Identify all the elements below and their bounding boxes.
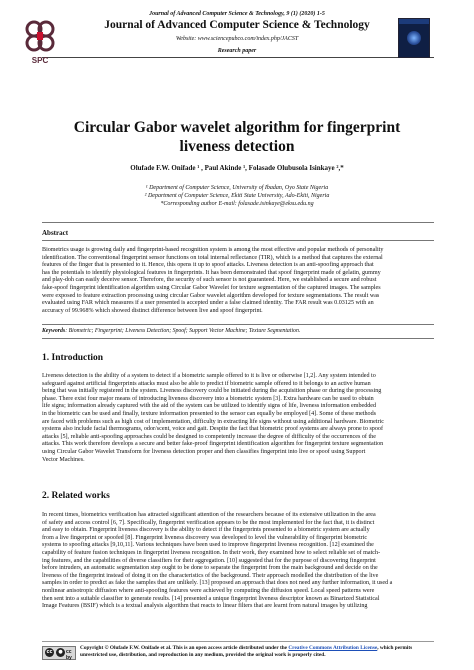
paper-type: Research paper bbox=[217, 48, 257, 54]
footer-divider bbox=[42, 641, 434, 642]
section-1-line: are faced with problems such as high cost of implementation, difficulty in extracting life signs without using additional hardware. Biometric bbox=[42, 418, 384, 425]
cc-license-badge[interactable] bbox=[42, 646, 76, 660]
attribution-icon: ● bbox=[56, 648, 65, 657]
abstract-line: evaluated using FAR which measures if a user presented is accepted under a false claimed identity. The FAR result was 0.03125 with an bbox=[42, 300, 374, 307]
section-2-line: nonlinear anisotropic diffusion where anti-spoofing features were achieved by computing the diffusion speed. Local speed patterns were bbox=[42, 587, 375, 594]
section-1-line: Vector Machines. bbox=[42, 456, 85, 463]
abstract-line: accuracy of 99.968% which showed distinct difference between live and spoof fingerprint. bbox=[42, 307, 263, 314]
journal-website: Website: www.sciencepubco.com/index.php/JACST bbox=[175, 36, 299, 42]
abstract-line: and play-doh can easily deceive sensor. Therefore, the security of such sensor is not guaranteed. Here, we established a secure and robust bbox=[42, 277, 377, 284]
section-1-line: attacks [5], reliable anti-spoofing approaches could be designed to competently increase the degree of difficulty of the occurrences of the bbox=[42, 433, 376, 440]
keywords bbox=[42, 328, 434, 334]
corresponding-author: *Corresponding author E-mail: folasade.isinkaye@eksu.edu.ng bbox=[160, 201, 314, 207]
section-2-heading: 2. Related works bbox=[42, 491, 110, 501]
keywords-top-rule bbox=[42, 324, 434, 325]
author-list: Olufade F.W. Onifade ¹ , Paul Akinde ¹, Folasade Olubusola Isinkaye ²,* bbox=[130, 164, 344, 172]
abstract-body bbox=[42, 247, 434, 315]
section-2-line: from a live fingerprint or spoofed [8]. Fingerprint liveness discovery was developed to level the vulnerability of fingerprint biometric bbox=[42, 534, 368, 541]
abstract-line: features of the finger that is presented to it. Hence, this opens it up to spoof attacks. Liveness detection is an anti-spoofing approach that bbox=[42, 262, 374, 269]
section-2-line: liveness of the fingerprint instead of doing it on the characteristics of the background. Their approach modelled the distribution of the live bbox=[42, 572, 379, 579]
publisher-logo-text: SPC bbox=[31, 56, 49, 65]
section-2-line: ing features, and the capabilities of diverse classifiers for their aggregation. [10] suggested that for the purpose of discovering fingerprint bbox=[42, 557, 376, 564]
section-1-heading: 1. Introduction bbox=[42, 353, 104, 363]
license-badge-label: cc by bbox=[66, 649, 72, 661]
keywords-text: : Biometric; Fingerprint; Liveness Detection; Spoof; Support Vector Machine; Texture Segmentation. bbox=[65, 328, 301, 334]
section-1-body bbox=[42, 373, 434, 464]
abstract-line: identification. The conventional fingerprint sensor functions on total internal reflectance (TIR), which is a method that captures the external bbox=[42, 254, 383, 261]
section-2-body bbox=[42, 512, 434, 611]
section-1-line: in the biometric can be used and finally, texture information presented to the sensor can equally be employed [4]. Some of these methods bbox=[42, 410, 376, 417]
creative-commons-icon: cc bbox=[46, 649, 53, 655]
abstract-heading-rule bbox=[42, 240, 434, 241]
abstract-heading: Abstract bbox=[42, 229, 69, 237]
abstract-line: Biometrics usage is growing daily and fingerprint-based recognition system is among the most effective and popular methods of personality bbox=[42, 247, 384, 253]
section-2-line: systems to spoofing attacks [9,10,11]. Various techniques have been used to improve fingerprint liveness recognition. [12] examined the bbox=[42, 542, 374, 549]
section-2-line: of safety and access control [6, 7]. Specifically, fingerprint verification appears to be the most implemented for the fact that, it is distinct bbox=[42, 519, 375, 526]
header-divider bbox=[42, 57, 434, 58]
paper-title bbox=[40, 118, 434, 156]
copyright-notice bbox=[80, 645, 434, 659]
section-1-line: phase. There exist four major means of introducing liveness discovery into a biometric system [3]. Extra hardware can be used to obtain bbox=[42, 395, 374, 402]
section-1-line: being that was initially registered in the system. Liveness discovery could be initiated during the acquisition phase or during the processing bbox=[42, 388, 382, 395]
paper-title-line: Circular Gabor wavelet algorithm for fingerprint bbox=[73, 119, 401, 136]
section-1-line: using Circular Gabor Wavelet Transform for liveness detection proper and then classifies fingerprint into live or spoof using Support bbox=[42, 448, 366, 455]
section-2-line: then sent into a suitable classifier to generate results. [14] presented a unique fingerprint liveness descriptor known as Binarized Statistical bbox=[42, 595, 380, 602]
section-2-line: In recent times, biometrics verification has attracted significant attention of the researchers because of its extensive utilization in the area bbox=[42, 512, 376, 518]
section-1-line: Liveness detection is the ability of a system to detect if a biometric sample offered to it is live or otherwise [1,2]. Any system intended to bbox=[42, 373, 376, 379]
affiliation-2: ² Department of Computer Science, Ekiti State University, Ado-Ekiti, Nigeria bbox=[144, 193, 330, 199]
copyright-text-end: , which permits unrestricted use, distribution, and reproduction in any medium, provided the original work is properly cited. bbox=[80, 645, 413, 658]
section-1-line: life signs; information already captured with the aid of the system can be utilized to identify signs of life, liveness information embedded bbox=[42, 403, 377, 410]
section-2-line: Image Features (BSIF) which is a textual analysis algorithm that reacts to linear filters that are learnt from natural images by utilizing bbox=[42, 603, 368, 610]
copyright-text: Copyright © Olufade F.W. Onifade et al. This is an open access article distributed under the bbox=[80, 645, 289, 651]
abstract-line: fake-spoof fingerprint identification algorithm using Circular Gabor Wavelet for texture segmentation of the captured images. The samples bbox=[42, 284, 381, 291]
abstract-line: were exposed to feature extraction processing using circular Gabor wavelet algorithm developed for texture segmentations. The result was bbox=[42, 292, 380, 299]
section-2-line: before intruders, an automatic segmentation step ought to be done to separate the fingerprint from the main background and decide on the bbox=[42, 565, 378, 572]
keywords-label: Keywords bbox=[42, 328, 66, 334]
affiliation-1: ¹ Department of Computer Science, University of Ibadan, Oyo State Nigeria bbox=[145, 185, 329, 191]
abstract-top-rule bbox=[42, 222, 434, 223]
license-link[interactable]: Creative Commons Attribution License bbox=[288, 645, 378, 651]
paper-title-line: liveness detection bbox=[179, 138, 295, 155]
keywords-bottom-rule bbox=[42, 338, 434, 339]
section-2-line: samples in order to predict as fake the samples that are unlikely. [13] proposed an approach that does not need any further information, it used a bbox=[42, 580, 393, 587]
section-2-line: capability of feature fusion techniques in fingerprint liveness recognition. In their work, they examined how to select reliable set of match- bbox=[42, 549, 381, 556]
section-2-line: and easy to obtain. Fingerprint liveness discovery is the ability to detect if the fingerprints presented to a biometric system are actually bbox=[42, 527, 370, 534]
abstract-line: has the potentials to identify physiological features in fingerprints. It has been demonstrated that spoof fingerprint made of gelatin, gummy bbox=[42, 269, 381, 276]
journal-citation: Journal of Advanced Computer Science & Technology, 9 (1) (2020) 1-5 bbox=[149, 11, 325, 17]
section-1-line: systems also include facial thermograms, odor/scent, voice and gait. Despite the fact that biometric proof systems are always prone to spoof bbox=[42, 426, 383, 433]
section-1-line: attacks. This work therefore develops a secure and better fake-proof fingerprint identification algorithm for fingerprint texture segmentation bbox=[42, 441, 384, 448]
section-1-line: safeguard against artificial fingerprints attacks must also be able to predict if biometric sample offered to it belongs to an active human bbox=[42, 380, 371, 387]
journal-title: Journal of Advanced Computer Science & Technology bbox=[104, 19, 370, 31]
journal-cover-image bbox=[398, 18, 430, 58]
